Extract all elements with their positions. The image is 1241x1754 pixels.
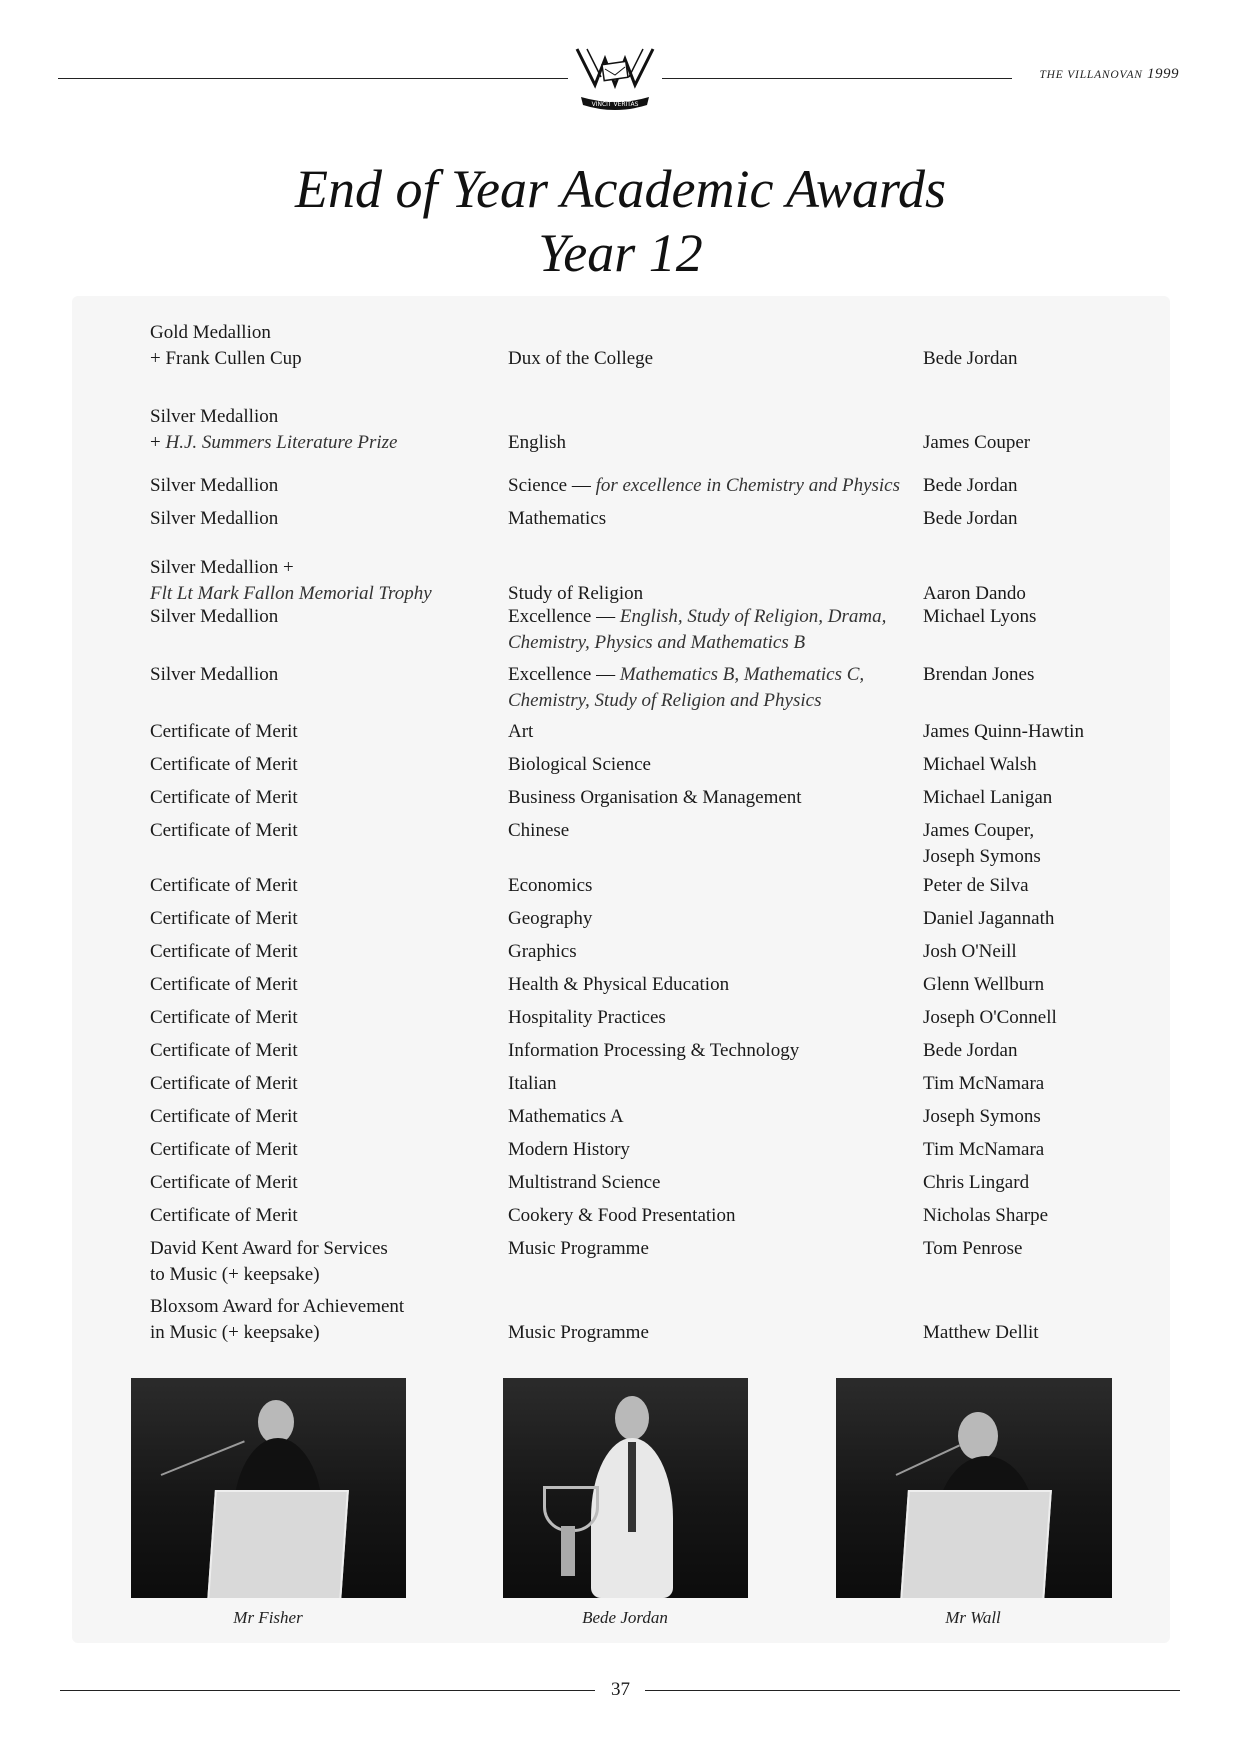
award-recipient xyxy=(923,1005,1123,1031)
award-recipient xyxy=(923,473,1123,499)
award-name xyxy=(150,1104,480,1130)
award-name-text: Silver Medallion xyxy=(150,406,279,427)
award-recipient-text: James Couper xyxy=(923,432,1031,453)
award-recipient xyxy=(923,1203,1123,1229)
award-recipient xyxy=(923,506,1123,532)
award-subject xyxy=(508,1320,908,1346)
award-name xyxy=(150,906,480,932)
award-name-text: Silver Medallion xyxy=(150,664,279,685)
award-subject xyxy=(508,473,908,499)
award-subject-text: Science — xyxy=(508,475,596,496)
award-recipient xyxy=(923,1320,1123,1346)
award-recipient-text: Bede Jordan xyxy=(923,348,1018,369)
page-number: 37 xyxy=(611,1679,630,1700)
award-subject xyxy=(508,906,908,932)
award-name xyxy=(150,1294,480,1346)
award-name xyxy=(150,320,480,372)
award-name xyxy=(150,604,480,630)
award-recipient xyxy=(923,752,1123,778)
award-recipient-text: Bede Jordan xyxy=(923,508,1018,529)
award-subject xyxy=(508,1236,908,1262)
award-subject-text: Multistrand Science xyxy=(508,1172,661,1193)
award-name-text: Certificate of Merit xyxy=(150,875,298,896)
award-recipient-text: Peter de Silva xyxy=(923,875,1029,896)
award-name-text: + xyxy=(150,432,166,453)
award-name-text: Certificate of Merit xyxy=(150,941,298,962)
award-subject-text: Chemistry, Study of Religion and Physics xyxy=(508,690,822,711)
award-recipient-text: Matthew Dellit xyxy=(923,1322,1039,1343)
award-name-text: H.J. Summers Literature Prize xyxy=(165,432,398,453)
award-recipient xyxy=(923,972,1123,998)
college-crest-logo xyxy=(573,45,657,115)
header-rule-left xyxy=(58,78,568,79)
award-recipient xyxy=(923,430,1123,456)
award-name-text: Silver Medallion + xyxy=(150,557,294,578)
award-name-text: Silver Medallion xyxy=(150,606,279,627)
award-recipient-text: Aaron Dando xyxy=(923,583,1026,604)
award-recipient xyxy=(923,1170,1123,1196)
award-recipient xyxy=(923,662,1123,688)
award-subject-text: Chemistry, Physics and Mathematics B xyxy=(508,632,806,653)
award-subject-text: Health & Physical Education xyxy=(508,974,730,995)
award-recipient xyxy=(923,785,1123,811)
award-subject-text: Dux of the College xyxy=(508,348,654,369)
running-head-title: THE VILLANOVAN xyxy=(1039,69,1143,81)
award-recipient-text: Chris Lingard xyxy=(923,1172,1030,1193)
award-name-text: Gold Medallion xyxy=(150,322,271,343)
award-subject xyxy=(508,1203,908,1229)
award-recipient-text: Daniel Jagannath xyxy=(923,908,1055,929)
award-subject-text: Geography xyxy=(508,908,593,929)
award-name xyxy=(150,1170,480,1196)
photo-caption-mr-wall: Mr Wall xyxy=(945,1608,1001,1627)
award-subject xyxy=(508,939,908,965)
award-name-text: + Frank Cullen Cup xyxy=(150,348,302,369)
award-subject-text: Italian xyxy=(508,1073,557,1094)
award-name-text: Certificate of Merit xyxy=(150,787,298,808)
award-name-text: Certificate of Merit xyxy=(150,1040,298,1061)
award-name xyxy=(150,1137,480,1163)
award-subject-text: Chinese xyxy=(508,820,570,841)
award-recipient-text: Michael Walsh xyxy=(923,754,1037,775)
award-name xyxy=(150,1203,480,1229)
award-recipient-text: Michael Lanigan xyxy=(923,787,1053,808)
award-name-text: to Music (+ keepsake) xyxy=(150,1264,320,1285)
award-recipient-text: Joseph Symons xyxy=(923,1106,1041,1127)
award-name xyxy=(150,939,480,965)
photo-mr-wall xyxy=(836,1378,1112,1598)
award-subject-text: Excellence — xyxy=(508,606,620,627)
award-subject xyxy=(508,1005,908,1031)
award-subject xyxy=(508,604,908,656)
award-subject-text: Study of Religion xyxy=(508,583,644,604)
award-name xyxy=(150,473,480,499)
award-name-text: David Kent Award for Services xyxy=(150,1238,388,1259)
award-name-text: in Music (+ keepsake) xyxy=(150,1322,320,1343)
award-name-text: Certificate of Merit xyxy=(150,1205,298,1226)
photo-caption-mr-fisher: Mr Fisher xyxy=(233,1608,303,1627)
award-recipient xyxy=(923,906,1123,932)
photo-caption-bede-jordan: Bede Jordan xyxy=(582,1608,668,1627)
award-subject xyxy=(508,346,908,372)
award-subject-text: Mathematics B, Mathematics C, xyxy=(619,664,865,685)
award-name-text: Certificate of Merit xyxy=(150,721,298,742)
photo-bede-jordan xyxy=(503,1378,748,1598)
award-subject-text: Music Programme xyxy=(508,1322,649,1343)
running-head-year: 1999 xyxy=(1147,66,1179,82)
award-name-text: Certificate of Merit xyxy=(150,1007,298,1028)
award-recipient xyxy=(923,719,1123,745)
award-subject xyxy=(508,1038,908,1064)
award-recipient-text: James Couper, xyxy=(923,820,1035,841)
award-name xyxy=(150,555,480,607)
award-subject-text: Graphics xyxy=(508,941,577,962)
award-name xyxy=(150,1236,480,1288)
award-subject xyxy=(508,430,908,456)
award-name xyxy=(150,972,480,998)
award-recipient xyxy=(923,604,1123,630)
award-subject-text: English xyxy=(508,432,567,453)
award-name-text: Certificate of Merit xyxy=(150,974,298,995)
award-subject xyxy=(508,873,908,899)
award-subject-text: Modern History xyxy=(508,1139,630,1160)
award-subject-text: Information Processing & Technology xyxy=(508,1040,800,1061)
award-subject-text: Art xyxy=(508,721,534,742)
award-subject-text: Music Programme xyxy=(508,1238,649,1259)
award-recipient xyxy=(923,1104,1123,1130)
award-subject-text: Excellence — xyxy=(508,664,620,685)
award-recipient-text: Nicholas Sharpe xyxy=(923,1205,1049,1226)
award-recipient xyxy=(923,1137,1123,1163)
award-name-text: Silver Medallion xyxy=(150,508,279,529)
award-subject xyxy=(508,818,908,844)
running-head xyxy=(1039,66,1179,83)
crest-motto: VINCIT VERITAS xyxy=(591,101,639,108)
award-recipient-text: James Quinn-Hawtin xyxy=(923,721,1084,742)
award-recipient xyxy=(923,1071,1123,1097)
award-subject xyxy=(508,1137,908,1163)
award-name xyxy=(150,1071,480,1097)
page-subtitle: Year 12 xyxy=(538,223,703,283)
award-name-text: Silver Medallion xyxy=(150,475,279,496)
award-recipient xyxy=(923,1236,1123,1262)
award-recipient-text: Joseph O'Connell xyxy=(923,1007,1057,1028)
award-recipient-text: Bede Jordan xyxy=(923,475,1018,496)
award-name-text: Certificate of Merit xyxy=(150,1172,298,1193)
award-name-text: Certificate of Merit xyxy=(150,1106,298,1127)
award-name xyxy=(150,1038,480,1064)
award-subject xyxy=(508,1104,908,1130)
award-recipient xyxy=(923,818,1123,870)
award-subject-text: Economics xyxy=(508,875,593,896)
award-name xyxy=(150,818,480,844)
header-rule-right xyxy=(662,78,1012,79)
award-recipient-text: Tom Penrose xyxy=(923,1238,1023,1259)
page-title: End of Year Academic Awards xyxy=(294,159,947,219)
award-recipient-text: Glenn Wellburn xyxy=(923,974,1045,995)
award-recipient xyxy=(923,873,1123,899)
award-name xyxy=(150,1005,480,1031)
award-name-text: Flt Lt Mark Fallon Memorial Trophy xyxy=(150,583,432,604)
award-recipient xyxy=(923,346,1123,372)
award-subject xyxy=(508,785,908,811)
award-name-text: Certificate of Merit xyxy=(150,1073,298,1094)
award-name xyxy=(150,506,480,532)
award-subject xyxy=(508,662,908,714)
award-name xyxy=(150,785,480,811)
award-subject xyxy=(508,752,908,778)
award-recipient-text: Tim McNamara xyxy=(923,1139,1045,1160)
award-name-text: Bloxsom Award for Achievement xyxy=(150,1296,405,1317)
award-subject-text: Cookery & Food Presentation xyxy=(508,1205,736,1226)
award-name xyxy=(150,873,480,899)
award-name xyxy=(150,752,480,778)
award-subject-text: Business Organisation & Management xyxy=(508,787,802,808)
award-recipient xyxy=(923,1038,1123,1064)
award-subject xyxy=(508,506,908,532)
award-subject-text: Mathematics A xyxy=(508,1106,624,1127)
award-subject-text: for excellence in Chemistry and Physics xyxy=(595,475,901,496)
award-name-text: Certificate of Merit xyxy=(150,820,298,841)
award-name xyxy=(150,662,480,688)
award-name xyxy=(150,719,480,745)
award-subject xyxy=(508,972,908,998)
award-recipient-text: Brendan Jones xyxy=(923,664,1035,685)
award-subject-text: Mathematics xyxy=(508,508,607,529)
award-subject xyxy=(508,1071,908,1097)
award-name xyxy=(150,404,480,456)
award-name-text: Certificate of Merit xyxy=(150,908,298,929)
award-recipient xyxy=(923,939,1123,965)
award-subject xyxy=(508,719,908,745)
award-recipient-text: Bede Jordan xyxy=(923,1040,1018,1061)
photo-mr-fisher xyxy=(131,1378,406,1598)
award-subject-text: Biological Science xyxy=(508,754,651,775)
award-name-text: Certificate of Merit xyxy=(150,1139,298,1160)
award-recipient-text: Joseph Symons xyxy=(923,846,1041,867)
award-name-text: Certificate of Merit xyxy=(150,754,298,775)
award-recipient-text: Michael Lyons xyxy=(923,606,1037,627)
award-subject-text: Hospitality Practices xyxy=(508,1007,666,1028)
award-recipient-text: Tim McNamara xyxy=(923,1073,1045,1094)
award-subject-text: English, Study of Religion, Drama, xyxy=(619,606,887,627)
award-subject xyxy=(508,1170,908,1196)
award-recipient-text: Josh O'Neill xyxy=(923,941,1017,962)
